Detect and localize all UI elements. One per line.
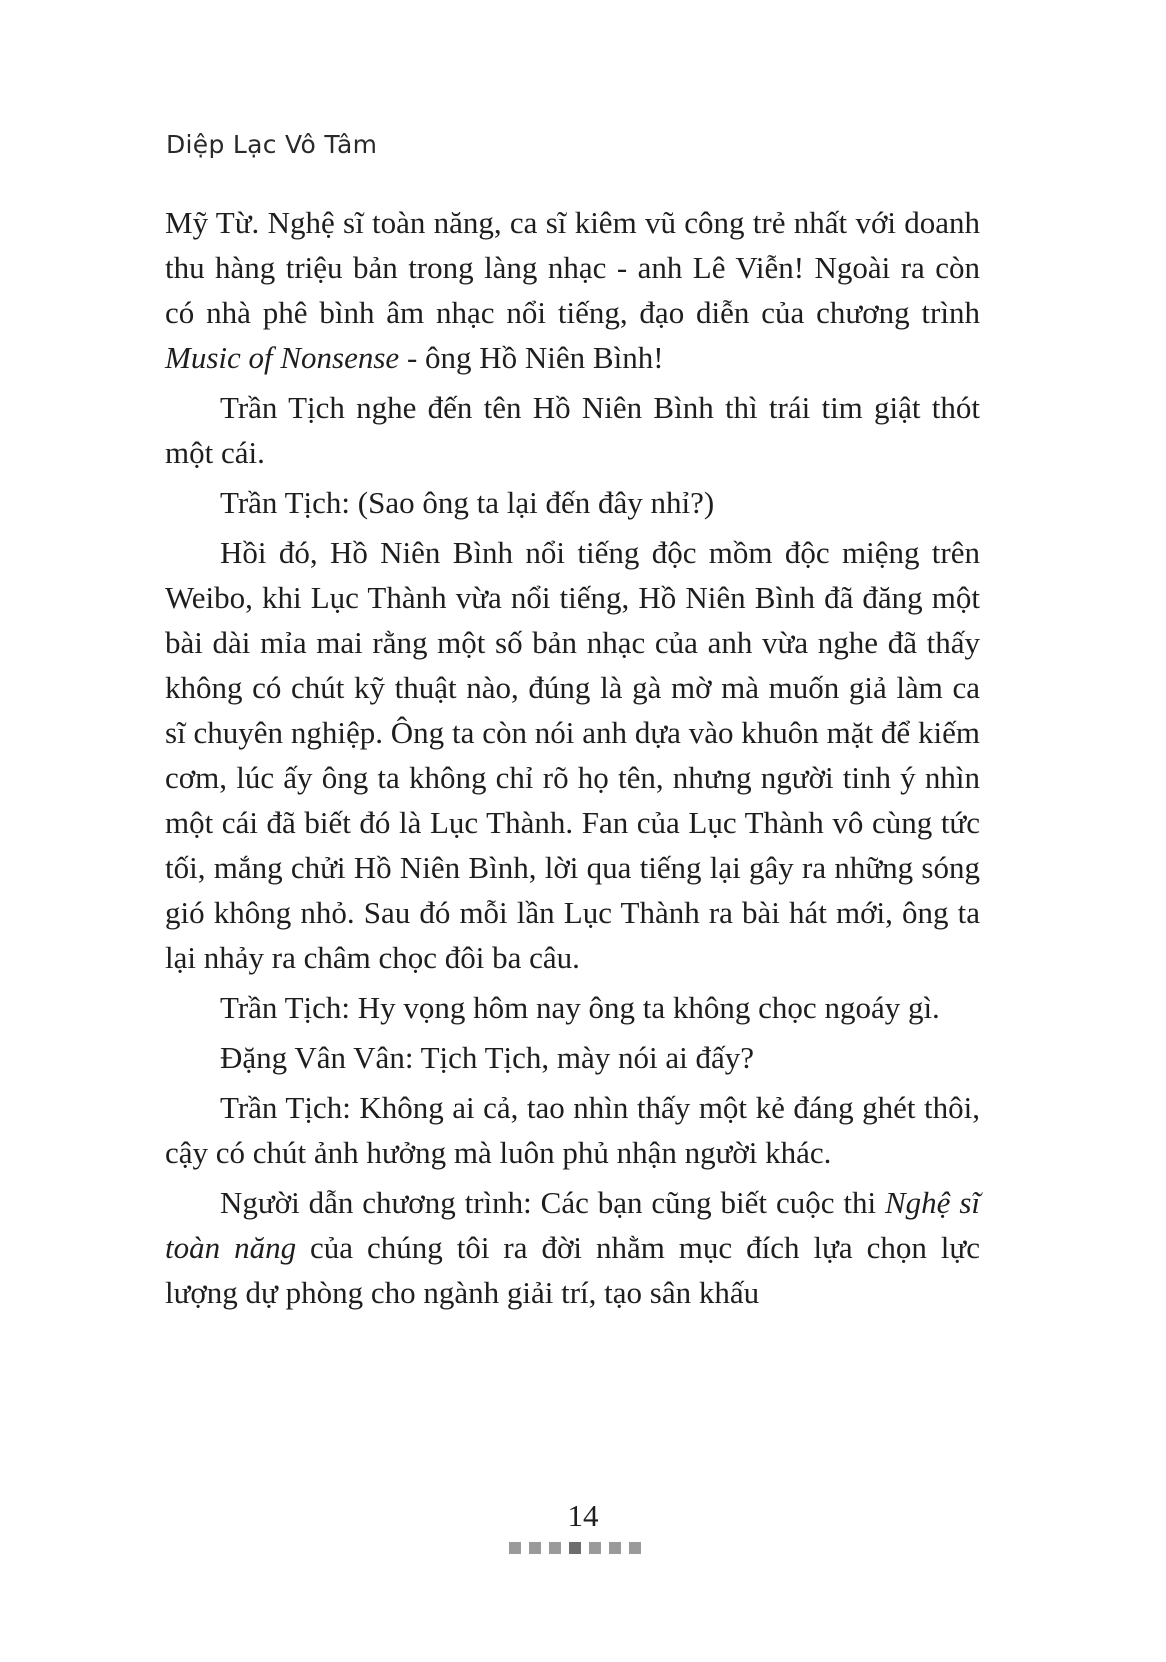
- paragraph-1: Mỹ Từ. Nghệ sĩ toàn năng, ca sĩ kiêm vũ công trẻ nhất với doanh thu hàng triệu bản trong làng nhạc - anh Lê Viễn! Ngoài ra còn có nhà phê bình âm nhạc nổi tiếng, đạo diễn của chương trình Music of Nonsense - ông Hồ Niên Bình!: [165, 205, 980, 375]
- paragraph-2: Trần Tịch nghe đến tên Hồ Niên Bình thì trái tim giật thót một cái.: [165, 390, 980, 470]
- paragraph-5: Trần Tịch: Hy vọng hôm nay ông ta không chọc ngoáy gì.: [220, 990, 940, 1025]
- paragraph-8: Người dẫn chương trình: Các bạn cũng biết cuộc thi Nghệ sĩ toàn năng của chúng tôi ra đời nhằm mục đích lựa chọn lực lượng dự phòng cho ngành giải trí, tạo sân khấu: [165, 1185, 980, 1310]
- paragraph-3: Trần Tịch: (Sao ông ta lại đến đây nhỉ?): [220, 485, 715, 520]
- page-number: 14: [567, 1498, 599, 1533]
- italic-title: Music of Nonsense: [165, 340, 400, 375]
- ornament-dot: [589, 1542, 601, 1554]
- italic-title: Nghệ sĩ toàn năng: [165, 1185, 980, 1265]
- ornament-dot: [509, 1542, 521, 1554]
- ornament-dot: [529, 1542, 541, 1554]
- running-header: Diệp Lạc Vô Tâm: [166, 130, 378, 159]
- body-text: [165, 200, 980, 1320]
- paragraph-6: Đặng Vân Vân: Tịch Tịch, mày nói ai đấy?: [220, 1040, 755, 1075]
- ornament-dot: [609, 1542, 621, 1554]
- ornament-dot: [629, 1542, 641, 1554]
- paragraph-4: Hồi đó, Hồ Niên Bình nổi tiếng độc mồm độc miệng trên Weibo, khi Lục Thành vừa nổi tiếng, Hồ Niên Bình đã đăng một bài dài mỉa mai rằng một số bản nhạc của anh vừa nghe đã thấy không có chút kỹ thuật nào, đúng là gà mờ mà muốn giả làm ca sĩ chuyên nghiệp. Ông ta còn nói anh dựa vào khuôn mặt để kiếm cơm, lúc ấy ông ta không chỉ rõ họ tên, nhưng người tinh ý nhìn một cái đã biết đó là Lục Thành. Fan của Lục Thành vô cùng tức tối, mắng chửi Hồ Niên Bình, lời qua tiếng lại gây ra những sóng gió không nhỏ. Sau đó mỗi lần Lục Thành ra bài hát mới, ông ta lại nhảy ra châm chọc đôi ba câu.: [165, 535, 980, 975]
- paragraph-7: Trần Tịch: Không ai cả, tao nhìn thấy một kẻ đáng ghét thôi, cậy có chút ảnh hưởng mà luôn phủ nhận người khác.: [165, 1090, 980, 1170]
- page-number-ornament: [509, 1542, 641, 1554]
- ornament-dot: [569, 1542, 581, 1554]
- ornament-dot: [549, 1542, 561, 1554]
